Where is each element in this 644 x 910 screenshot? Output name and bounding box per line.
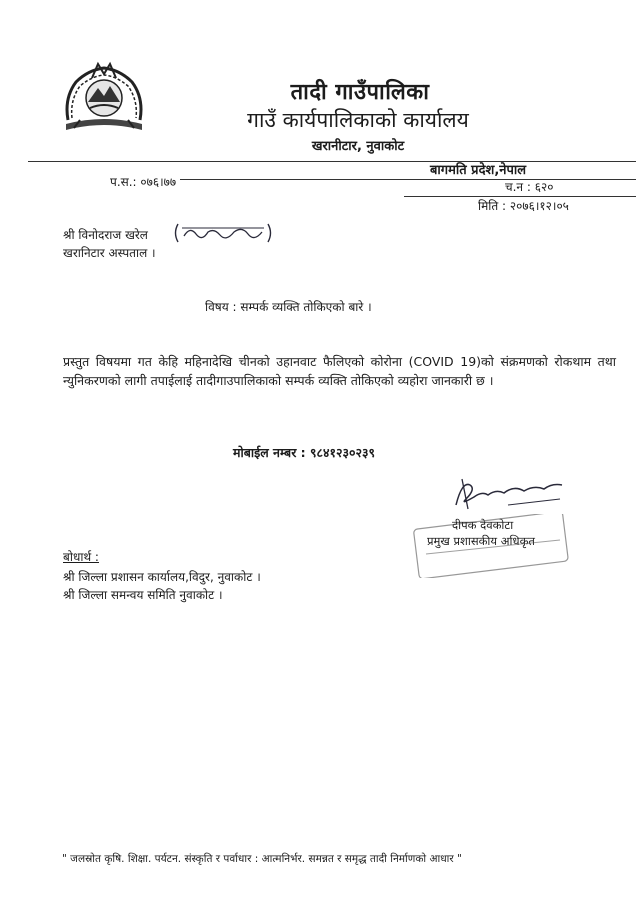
letter-body: प्रस्तुत विषयमा गत केहि महिनादेखि चीनको उहानवाट फैलिएको कोरोना (COVID 19)को संक्रमणको रोकथाम तथा न्युनिकरणको लागी तपाईलाई तादीगाउपालिकाको सम्पर्क व्यक्ति तोकिएको व्यहोरा जानकारी छ । bbox=[63, 354, 616, 388]
province-label: बागमति प्रदेश,नेपाल bbox=[430, 163, 527, 178]
signatory-title: प्रमुख प्रशासकीय अधिकृत bbox=[427, 534, 535, 548]
header-rule-top bbox=[28, 161, 636, 162]
nepal-emblem-icon bbox=[58, 58, 150, 136]
footer-slogan: " जलस्रोत कृषि. शिक्षा. पर्यटन. संस्कृति र पर्वाधार : आत्मनिर्भर. समन्नत र समृद्ध तादी निर्माणको आधार " bbox=[62, 853, 462, 865]
dispatch-number: च.न : ६२० bbox=[505, 180, 554, 194]
letter-subject: विषय : सम्पर्क व्यक्ति तोकिएको बारे । bbox=[205, 300, 372, 314]
signatory-name: दीपक देवकोटा bbox=[452, 518, 514, 532]
office-subtitle: गाउँ कार्यपालिकाको कार्यालय bbox=[247, 108, 469, 132]
cc-item: श्री जिल्ला समन्वय समिति नुवाकोट । bbox=[63, 588, 223, 602]
cc-item: श्री जिल्ला प्रशासन कार्यालय,विदुर, नुवाकोट । bbox=[63, 570, 261, 584]
letter-date: मिति : २०७६।१२।०५ bbox=[478, 199, 569, 213]
recipient-name: श्री विनोदराज खरेल bbox=[63, 228, 148, 242]
mobile-number: मोबाईल नम्बर : ९८४१२३०२३९ bbox=[233, 445, 376, 460]
reference-number: प.स.: ०७६।७७ bbox=[110, 175, 177, 189]
office-name: तादी गाउँपालिका bbox=[290, 80, 430, 105]
signature-mark bbox=[448, 475, 568, 511]
official-stamp-icon bbox=[412, 514, 572, 578]
handwritten-role-note bbox=[172, 220, 274, 246]
recipient-organization: खरानिटार अस्पताल । bbox=[63, 246, 156, 260]
cc-label: बोधार्थ : bbox=[63, 550, 99, 564]
header-rule-mid bbox=[180, 179, 636, 180]
office-address: खरानीटार, नुवाकोट bbox=[311, 139, 405, 154]
